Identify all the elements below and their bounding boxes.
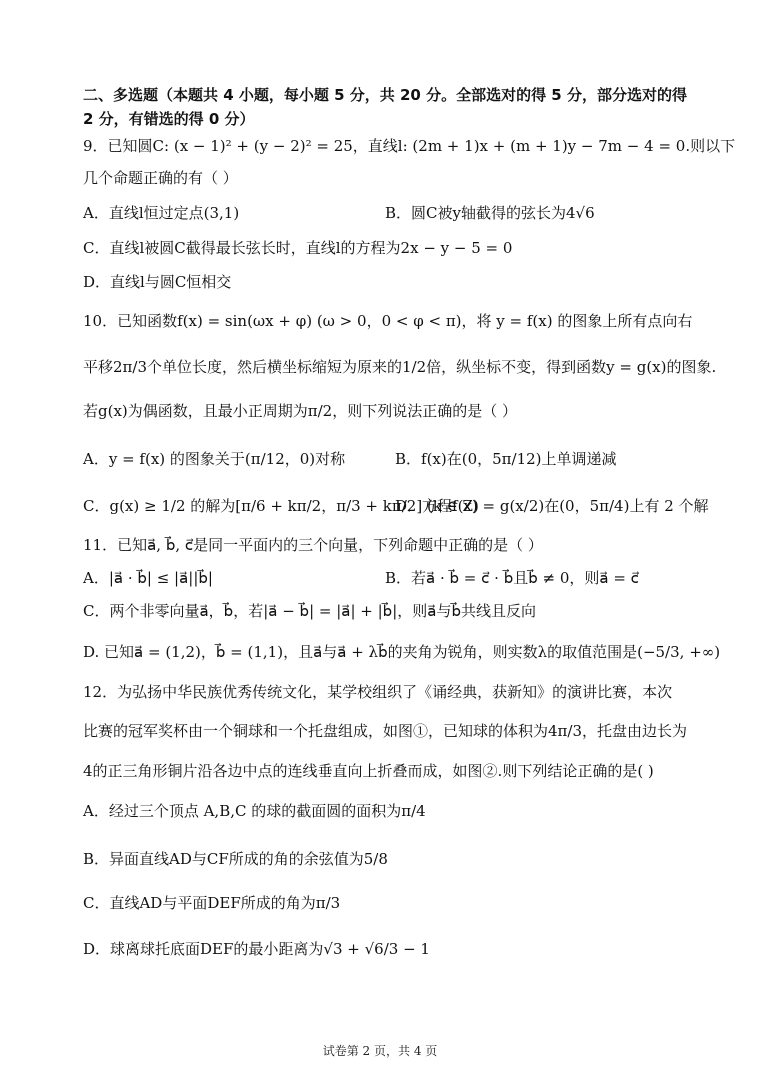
- q12-stem-line-3: 4的正三角形铜片沿各边中点的连线垂直向上折叠而成，如图②.则下列结论正确的是( ): [83, 762, 654, 780]
- q9-option-a: A．直线l恒过定点(3,1): [83, 204, 240, 222]
- q9-option-b: B．圆C被y轴截得的弦长为4√6: [385, 204, 595, 222]
- q12-option-b: B．异面直线AD与CF所成的角的余弦值为5/8: [83, 850, 388, 868]
- q12-stem-line-1: 12．为弘扬中华民族优秀传统文化，某学校组织了《诵经典，获新知》的演讲比赛，本次: [83, 683, 673, 701]
- q10-stem-line-3: 若g(x)为偶函数，且最小正周期为π/2，则下列说法正确的是（ ）: [83, 402, 517, 420]
- q12-stem-line-2: 比赛的冠军奖杯由一个铜球和一个托盘组成，如图①，已知球的体积为4π/3，托盘由边长为: [83, 722, 688, 740]
- q11-option-a: A．|a⃗ · b⃗| ≤ |a⃗||b⃗|: [83, 569, 213, 587]
- section-title-line-1: 二、多选题（本题共 4 小题，每小题 5 分，共 20 分。全部选对的得 5 分，部分选对的得: [83, 86, 687, 104]
- q9-stem-line-2: 几个命题正确的有（ ）: [83, 169, 238, 187]
- q10-option-b: B．f(x)在(0，5π/12)上单调递减: [395, 450, 617, 468]
- q9-option-c: C．直线l被圆C截得最长弦长时，直线l的方程为2x − y − 5 = 0: [83, 239, 513, 257]
- q11-option-b: B．若a⃗ · b⃗ = c⃗ · b⃗且b⃗ ≠ 0，则a⃗ = c⃗: [385, 569, 639, 587]
- q10-stem-line-1: 10．已知函数f(x) = sin(ωx + φ) (ω > 0，0 < φ < π)，将 y = f(x) 的图象上所有点向右: [83, 312, 693, 330]
- q11-option-c: C．两个非零向量a⃗，b⃗，若|a⃗ − b⃗| = |a⃗| + |b⃗|，则a⃗与b⃗共线且反向: [83, 602, 536, 620]
- q9-stem-line-1: 9．已知圆C: (x − 1)² + (y − 2)² = 25，直线l: (2m + 1)x + (m + 1)y − 7m − 4 = 0.则以下: [83, 137, 736, 155]
- q11-option-d: D. 已知a⃗ = (1,2)，b⃗ = (1,1)，且a⃗与a⃗ + λb⃗的夹角为锐角，则实数λ的取值范围是(−5/3, +∞): [83, 643, 721, 661]
- q11-stem: 11．已知a⃗, b⃗, c⃗是同一平面内的三个向量，下列命题中正确的是（ ）: [83, 536, 543, 554]
- q12-option-a: A．经过三个顶点 A,B,C 的球的截面圆的面积为π/4: [83, 802, 426, 820]
- q10-stem-line-2: 平移2π/3个单位长度，然后横坐标缩短为原来的1/2倍，纵坐标不变，得到函数y = g(x)的图象.: [83, 358, 717, 376]
- q10-option-d: D．方程f(x) = g(x/2)在(0，5π/4)上有 2 个解: [395, 497, 709, 515]
- q9-option-d: D．直线l与圆C恒相交: [83, 273, 232, 291]
- q10-option-c: C．g(x) ≥ 1/2 的解为[π/6 + kπ/2，π/3 + kπ/2] (k ∈ Z): [83, 497, 479, 515]
- q10-option-a: A．y = f(x) 的图象关于(π/12，0)对称: [83, 450, 346, 468]
- q12-option-c: C．直线AD与平面DEF所成的角为π/3: [83, 894, 341, 912]
- section-title-line-2: 2 分，有错选的得 0 分）: [83, 110, 255, 128]
- page-footer: 试卷第 2 页，共 4 页: [322, 1044, 438, 1058]
- q12-option-d: D．球离球托底面DEF的最小距离为√3 + √6/3 − 1: [83, 940, 430, 958]
